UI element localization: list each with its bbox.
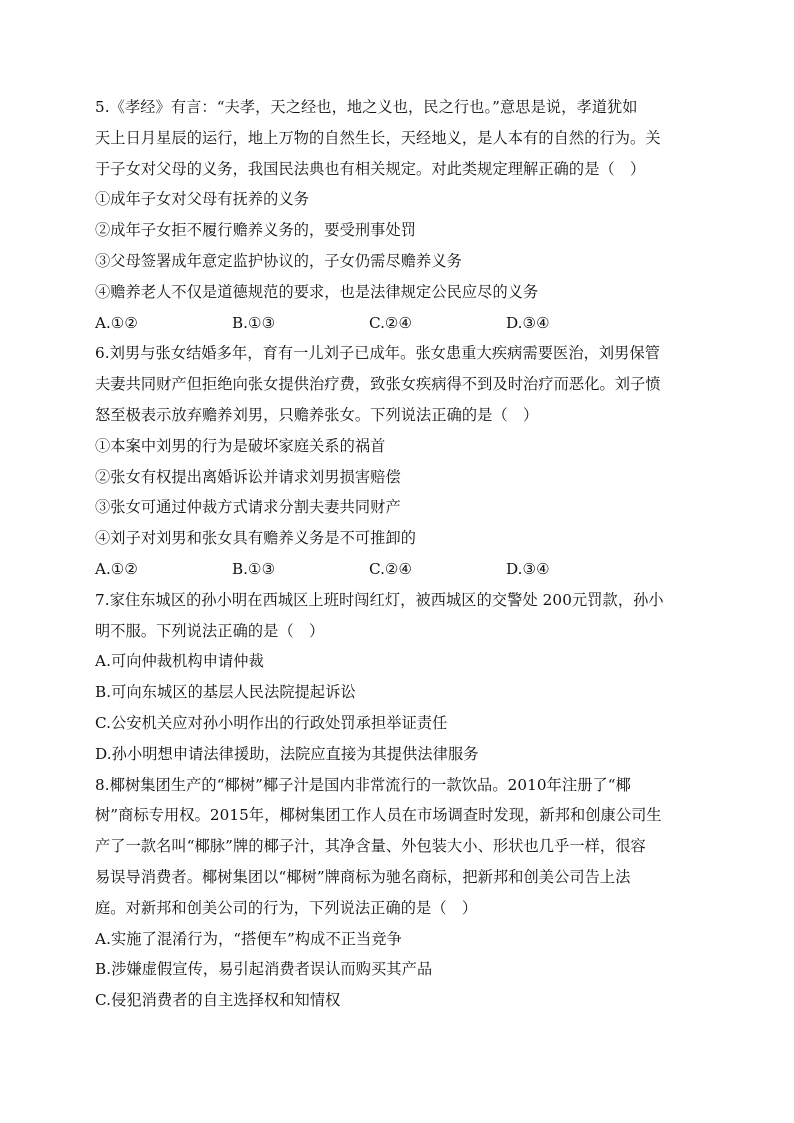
question-stem-line: 7.家住东城区的孙小明在西城区上班时闯红灯，被西城区的交警处 200元罚款，孙小 <box>95 590 664 609</box>
statement: ④赡养老人不仅是道德规范的要求，也是法律规定公民应尽的义务 <box>95 282 539 301</box>
question-stem-line: 8.椰树集团生产的“椰树”椰子汁是国内非常流行的一款饮品。2010年注册了“椰 <box>95 775 631 794</box>
option-c: C.②④ <box>369 559 413 578</box>
statement: ④刘子对刘男和张女具有赡养义务是不可推卸的 <box>95 529 417 548</box>
option-c: C.公安机关应对孙小明作出的行政处罚承担举证责任 <box>95 713 448 732</box>
option-b: B.①③ <box>232 559 276 578</box>
option-d: D.③④ <box>506 559 550 578</box>
option-b: B.可向东城区的基层人民法院提起诉讼 <box>95 683 356 702</box>
statement: ③父母签署成年意定监护协议的，子女仍需尽赡养义务 <box>95 251 462 270</box>
statement: ①本案中刘男的行为是破坏家庭关系的祸首 <box>95 436 386 455</box>
question-stem-line: 庭。对新邦和创美公司的行为，下列说法正确的是（ ） <box>95 898 478 917</box>
question-stem-line: 产了一款名叫“椰脉”牌的椰子汁，其净含量、外包装大小、形状也几乎一样，很容 <box>95 837 646 856</box>
statement: ②张女有权提出离婚诉讼并请求刘男损害赔偿 <box>95 467 401 486</box>
question-stem-line: 5.《孝经》有言：“夫孝，天之经也，地之义也，民之行也。”意思是说，孝道犹如 <box>95 98 638 116</box>
question-stem-line: 6.刘男与张女结婚多年，育有一儿刘子已成年。张女患重大疾病需要医治，刘男保管 <box>95 344 661 363</box>
question-stem-line: 怒至极表示放弃赡养刘男，只赡养张女。下列说法正确的是（ ） <box>95 405 539 424</box>
question-stem-line: 明不服。下列说法正确的是（ ） <box>95 621 325 640</box>
exam-content <box>95 92 700 1016</box>
option-c: C.②④ <box>369 313 413 332</box>
option-d: D.孙小明想申请法律援助，法院应直接为其提供法律服务 <box>95 744 479 763</box>
question-stem-line: 天上日月星辰的运行，地上万物的自然生长，天经地义，是人本有的自然的行为。关 <box>95 128 661 147</box>
statement: ③张女可通过仲裁方式请求分割夫妻共同财产 <box>95 498 401 517</box>
question-8 <box>95 770 700 1016</box>
statement: ②成年子女拒不履行赡养义务的，要受刑事处罚 <box>95 221 417 240</box>
question-stem-line: 易误导消费者。椰树集团以“椰树”牌商标为驰名商标，把新邦和创美公司告上法 <box>95 867 631 886</box>
question-stem-line: 树”商标专用权。2015年，椰树集团工作人员在市场调查时发现，新邦和创康公司生 <box>95 806 662 825</box>
option-b: B.涉嫌虚假宣传，易引起消费者误认而购买其产品 <box>95 960 433 979</box>
answer-options <box>95 554 700 585</box>
option-d: D.③④ <box>506 313 550 332</box>
question-5 <box>95 92 700 338</box>
option-a: A.可向仲裁机构申请仲裁 <box>95 652 264 671</box>
option-c: C.侵犯消费者的自主选择权和知情权 <box>95 991 341 1010</box>
answer-options <box>95 308 700 339</box>
question-7 <box>95 585 700 770</box>
option-b: B.①③ <box>232 313 276 332</box>
question-stem-line: 于子女对父母的义务，我国民法典也有相关规定。对此类规定理解正确的是（ ） <box>95 159 646 178</box>
statement: ①成年子女对父母有抚养的义务 <box>95 190 310 209</box>
option-a: A.①② <box>95 559 139 578</box>
question-stem-line: 夫妻共同财产但拒绝向张女提供治疗费，致张女疾病得不到及时治疗而恶化。刘子愤 <box>95 375 661 394</box>
question-6 <box>95 338 700 584</box>
option-a: A.实施了混淆行为，“搭便车”构成不正当竞争 <box>95 929 402 948</box>
option-a: A.①② <box>95 313 139 332</box>
